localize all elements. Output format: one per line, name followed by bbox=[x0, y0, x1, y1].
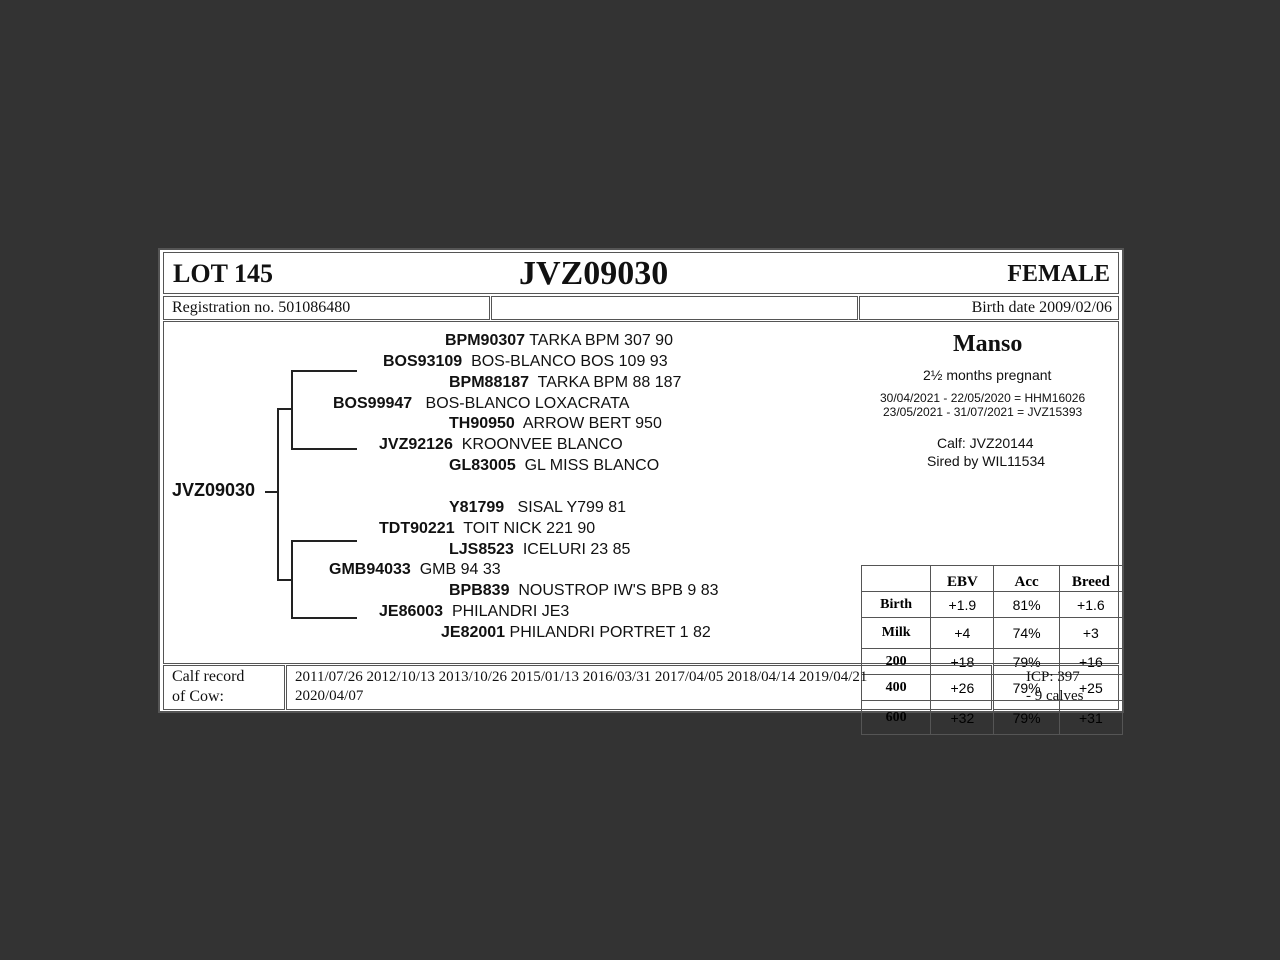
tree-line bbox=[265, 491, 277, 493]
ebv-value: +26 bbox=[931, 675, 994, 701]
tree-line bbox=[291, 540, 357, 542]
breed-name: Manso bbox=[953, 331, 1023, 357]
tree-line bbox=[291, 370, 293, 448]
sex-label: FEMALE bbox=[1007, 261, 1110, 287]
header-box bbox=[163, 252, 1119, 294]
ebv-header-cell: EBV bbox=[931, 566, 994, 592]
tree-line bbox=[277, 408, 291, 410]
tree-line bbox=[277, 408, 279, 580]
ebv-trait: 400 bbox=[862, 675, 931, 701]
pedigree-entry: TDT90221 TOIT NICK 221 90 bbox=[379, 520, 596, 537]
pedigree-entry: BPM90307 TARKA BPM 307 90 bbox=[445, 332, 673, 349]
ebv-acc: 81% bbox=[994, 592, 1059, 618]
animal-id-title: JVZ09030 bbox=[519, 255, 669, 292]
ebv-breed: +25 bbox=[1059, 675, 1122, 701]
pedigree-entry: BOS99947 BOS-BLANCO LOXACRATA bbox=[333, 395, 630, 412]
ebv-trait: 200 bbox=[862, 649, 931, 675]
lot-number: LOT 145 bbox=[173, 259, 273, 288]
pedigree-entry: JVZ92126 KROONVEE BLANCO bbox=[379, 436, 623, 453]
birth-date: Birth date 2009/02/06 bbox=[971, 299, 1112, 316]
pregnancy-status: 2½ months pregnant bbox=[923, 367, 1052, 383]
registration-box bbox=[163, 296, 490, 320]
calf-record-label-box bbox=[163, 665, 285, 710]
ebv-breed: +1.6 bbox=[1059, 592, 1122, 618]
tree-line bbox=[291, 370, 357, 372]
ebv-breed: +31 bbox=[1059, 701, 1122, 735]
tree-line bbox=[291, 540, 293, 618]
tree-line bbox=[291, 617, 357, 619]
calf-record-label-1: Calf record bbox=[172, 668, 245, 685]
pedigree-entry: JE82001 PHILANDRI PORTRET 1 82 bbox=[441, 624, 711, 641]
ebv-header-row bbox=[862, 566, 1123, 592]
service-line-2: 23/05/2021 - 31/07/2021 = JVZ15393 bbox=[883, 405, 1083, 419]
ebv-header-cell: Breed bbox=[1059, 566, 1122, 592]
pedigree-entry: BPB839 NOUSTROP IW'S BPB 9 83 bbox=[449, 582, 719, 599]
ebv-header-cell: Acc bbox=[994, 566, 1059, 592]
pedigree-entry: BOS93109 BOS-BLANCO BOS 109 93 bbox=[383, 353, 668, 370]
pedigree-entry: JE86003 PHILANDRI JE3 bbox=[379, 603, 570, 620]
ebv-breed: +16 bbox=[1059, 649, 1122, 675]
ebv-breed: +3 bbox=[1059, 618, 1122, 649]
pedigree-entry: GL83005 GL MISS BLANCO bbox=[449, 457, 660, 474]
ebv-value: +4 bbox=[931, 618, 994, 649]
ebv-trait: Birth bbox=[862, 592, 931, 618]
icp-value: ICP: 397 bbox=[1026, 669, 1080, 685]
ebv-acc: 79% bbox=[994, 675, 1059, 701]
ebv-trait: Milk bbox=[862, 618, 931, 649]
calf-dates-line-1: 2011/07/26 2012/10/13 2013/10/26 2015/01/13 2016/03/31 2017/04/05 2018/04/14 2019/04/21 bbox=[295, 669, 868, 685]
pedigree-entry: BPM88187 TARKA BPM 88 187 bbox=[449, 374, 682, 391]
ebv-value: +18 bbox=[931, 649, 994, 675]
registration-number: Registration no. 501086480 bbox=[172, 299, 351, 316]
icp-box bbox=[993, 665, 1119, 710]
animal-name: JVZ09030 bbox=[172, 480, 256, 500]
ebv-value: +1.9 bbox=[931, 592, 994, 618]
calves-count: - 9 calves bbox=[1026, 688, 1084, 704]
ebv-value: +32 bbox=[931, 701, 994, 735]
pedigree-entry: TH90950 ARROW BERT 950 bbox=[449, 415, 662, 432]
tree-line bbox=[291, 448, 357, 450]
empty-info-box bbox=[491, 296, 858, 320]
birthdate-box bbox=[859, 296, 1119, 320]
lot-card bbox=[158, 248, 1124, 726]
calf-dates-line-2: 2020/04/07 bbox=[295, 688, 364, 704]
calf-record-dates-box bbox=[286, 665, 992, 710]
pedigree-entry: GMB94033 GMB 94 33 bbox=[329, 561, 501, 578]
ebv-acc: 79% bbox=[994, 701, 1059, 735]
ebv-row bbox=[862, 592, 1123, 618]
ebv-trait: 600 bbox=[862, 701, 931, 735]
ebv-acc: 74% bbox=[994, 618, 1059, 649]
calf-record-label-2: of Cow: bbox=[172, 688, 224, 705]
calf-sire: Sired by WIL11534 bbox=[927, 453, 1046, 469]
tree-line bbox=[277, 579, 291, 581]
pedigree-entry: Y81799 SISAL Y799 81 bbox=[449, 499, 627, 516]
ebv-acc: 79% bbox=[994, 649, 1059, 675]
ebv-header-cell bbox=[862, 566, 931, 592]
service-line-1: 30/04/2021 - 22/05/2020 = HHM16026 bbox=[880, 391, 1086, 405]
calf-id: Calf: JVZ20144 bbox=[937, 435, 1034, 451]
ebv-row bbox=[862, 618, 1123, 649]
pedigree-entry: LJS8523 ICELURI 23 85 bbox=[449, 541, 631, 558]
